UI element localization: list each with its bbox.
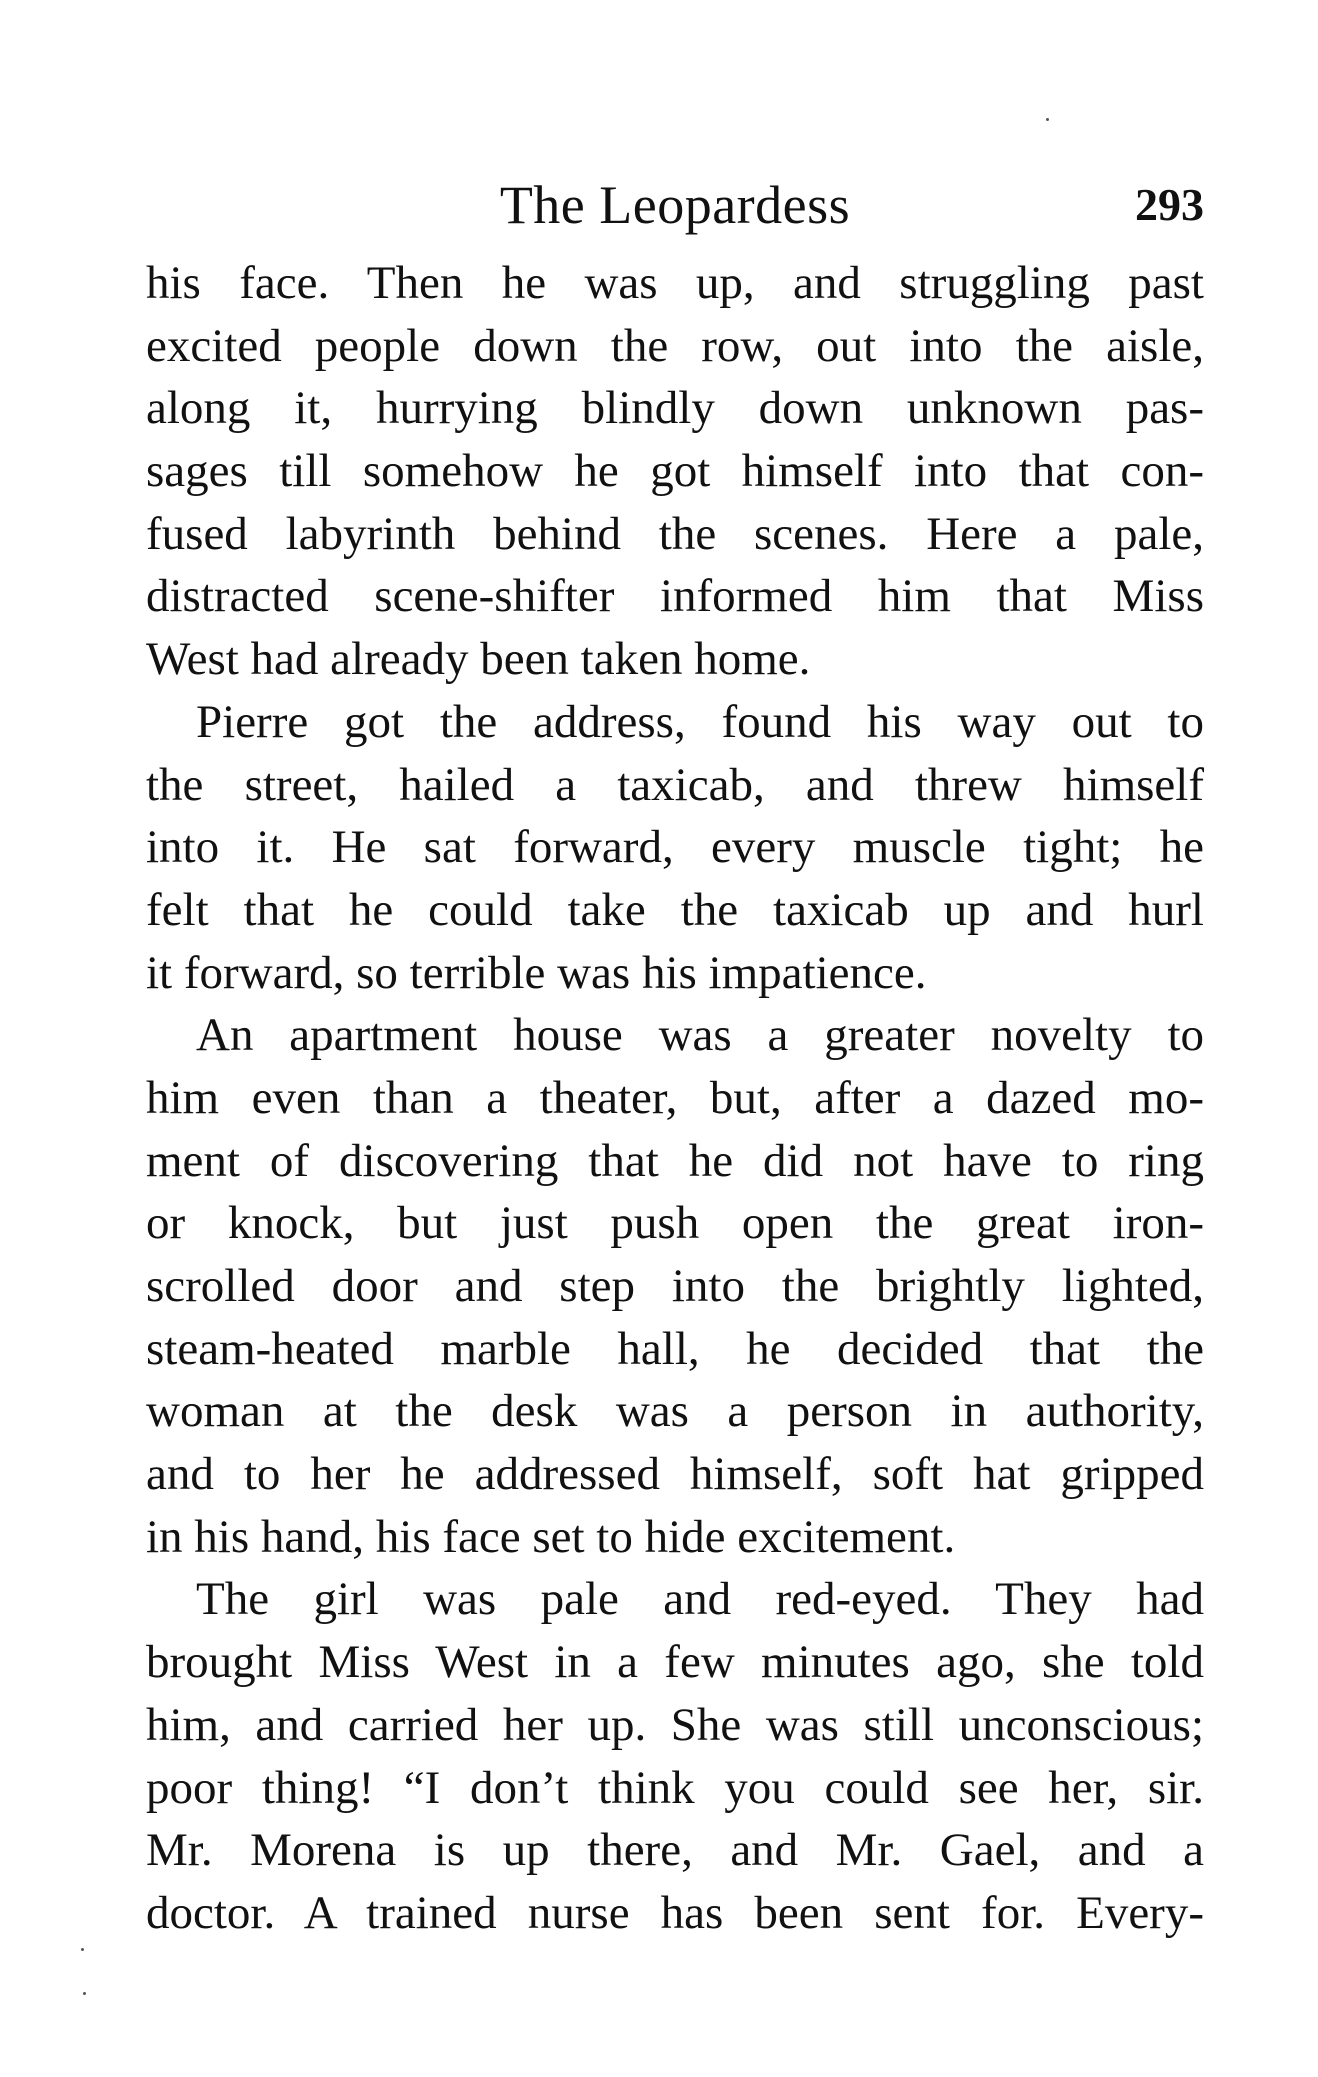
text-line: or knock, but just push open the great iron- [146, 1197, 1204, 1250]
text-line: the street, hailed a taxicab, and threw himself [146, 758, 1204, 811]
text-line: Pierre got the address, found his way out to [196, 695, 1204, 748]
running-head [146, 170, 1204, 240]
text-line: excited people down the row, out into the aisle, [146, 319, 1204, 372]
text-line: woman at the desk was a person in authority, [146, 1385, 1204, 1438]
text-line: Mr. Morena is up there, and Mr. Gael, and a [146, 1824, 1204, 1877]
print-speck [83, 1992, 86, 1995]
text-line: steam-heated marble hall, he decided that the [146, 1322, 1204, 1375]
text-line: scrolled door and step into the brightly lighted, [146, 1260, 1204, 1312]
text-line: doctor. A trained nurse has been sent for. Every- [146, 1886, 1204, 1939]
print-speck [1046, 118, 1049, 121]
text-line: distracted scene-shifter informed him that Miss [146, 570, 1204, 623]
text-line: fused labyrinth behind the scenes. Here a pale, [146, 507, 1204, 560]
text-line: The girl was pale and red-eyed. They had [196, 1573, 1204, 1626]
text-line: his face. Then he was up, and struggling past [146, 257, 1204, 309]
page-number: 293 [1135, 179, 1204, 230]
text-line: and to her he addressed himself, soft hat gripped [146, 1448, 1204, 1501]
text-line: him even than a theater, but, after a dazed mo- [146, 1071, 1204, 1124]
text-line: An apartment house was a greater novelty to [196, 1009, 1204, 1062]
text-line: West had already been taken home. [146, 633, 811, 686]
text-line: brought Miss West in a few minutes ago, she told [146, 1636, 1204, 1689]
text-line: in his hand, his face set to hide excitement. [146, 1510, 956, 1563]
print-speck [81, 1948, 84, 1951]
text-line: into it. He sat forward, every muscle tight; he [146, 821, 1204, 874]
text-line: it forward, so terrible was his impatience. [146, 946, 927, 999]
running-title: The Leopardess [499, 175, 851, 235]
text-line: poor thing! “I don’t think you could see her, sir. [146, 1761, 1204, 1814]
text-line: sages till somehow he got himself into that con- [146, 445, 1204, 498]
body-text [146, 252, 1204, 1945]
text-line: him, and carried her up. She was still unconscious; [146, 1698, 1204, 1751]
text-line: ment of discovering that he did not have to ring [146, 1134, 1204, 1187]
text-line: felt that he could take the taxicab up and hurl [146, 883, 1204, 936]
text-line: along it, hurrying blindly down unknown pas- [146, 382, 1204, 435]
